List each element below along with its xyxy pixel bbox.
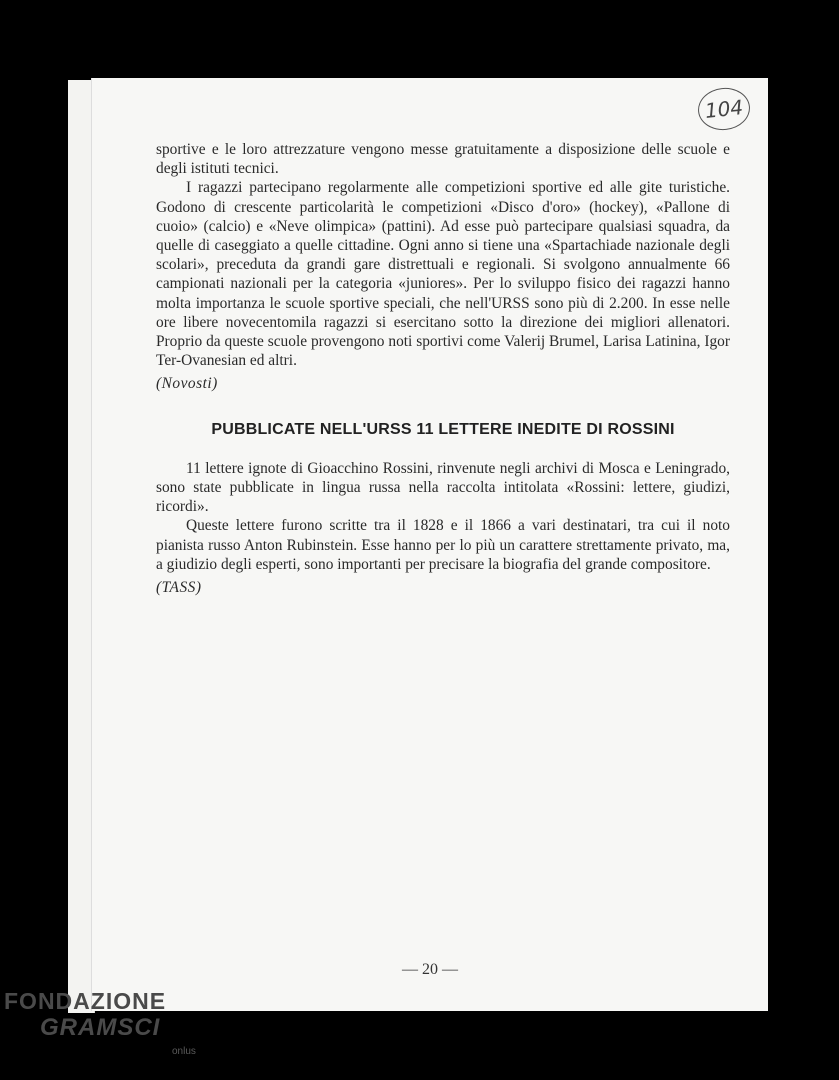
- archive-number-stamp: 104: [696, 85, 752, 132]
- watermark-line: onlus: [172, 1046, 196, 1057]
- paragraph: sportive e le loro attrezzature vengono messe gratuitamente a disposizione delle scuole e degli istituti tecnici.: [156, 141, 730, 178]
- watermark-line: FONDAZIONE: [4, 988, 167, 1014]
- source-attribution: (Novosti): [156, 375, 218, 393]
- document-page: [92, 78, 768, 1011]
- document-page-stack: [68, 80, 772, 1013]
- watermark-line: GRAMSCI: [40, 1014, 161, 1041]
- paragraph: Queste lettere furono scritte tra il 1828 e il 1866 a vari destinatari, tra cui il noto pianista russo Anton Rubinstein. Esse hanno per lo più un carattere strettamente privato, ma, a giudizio degli esperti, sono importanti per precisare la biografia del grande compositore.: [156, 517, 730, 573]
- paragraph: I ragazzi partecipano regolarmente alle competizioni sportive ed alle gite turistiche. Godono di crescente particolarità le competizioni «Disco d'oro» (hockey), «Pallone di cuoio» (calcio) e «Neve olimpica» (pattini). Ad esse può partecipare qualsiasi squadra, da quelle di caseggiato a quelle cittadine. Ogni anno si tiene una «Spartachiade nazionale degli scolari», preceduta da grandi gare distrettuali e regionali. Si svolgono annualmente 66 campionati nazionali per la categoria «juniores». Per lo sviluppo fisico dei ragazzi hanno molta importanza le scuole sportive speciali, che nell'URSS sono più di 2.200. In esse nelle ore libere novecentomila ragazzi si esercitano sotto la direzione dei migliori allenatori. Proprio da queste scuole provengono noti sportivi come Valerij Brumel, Larisa Latinina, Igor Ter-Ovanesian ed altri.: [156, 179, 730, 370]
- page-number: — 20 —: [402, 961, 458, 978]
- paragraph: 11 lettere ignote di Gioacchino Rossini, rinvenute negli archivi di Mosca e Leningrado, sono state pubblicate in lingua russa nella raccolta intitolata «Rossini: lettere, giudizi, ricordi».: [156, 459, 730, 516]
- article-body: [156, 140, 730, 597]
- article-headline: PUBBLICATE NELL'URSS 11 LETTERE INEDITE DI ROSSINI: [211, 420, 675, 438]
- foundation-watermark-logo: [4, 988, 214, 1068]
- source-attribution: (TASS): [156, 579, 202, 597]
